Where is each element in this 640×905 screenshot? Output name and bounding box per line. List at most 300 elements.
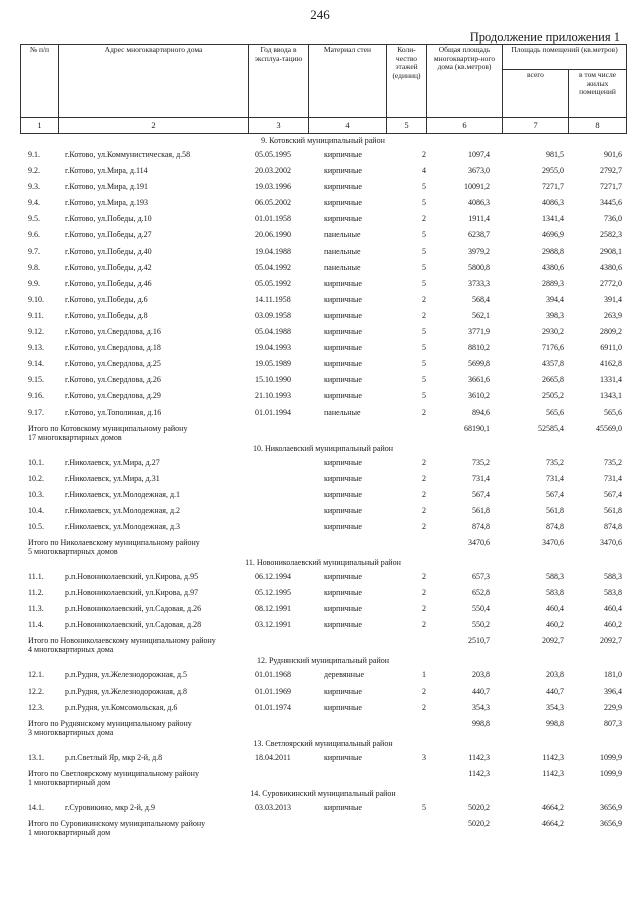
row-number: 9.8. bbox=[28, 262, 40, 272]
header-num: 7 bbox=[503, 118, 569, 134]
row-year: 21.10.1993 bbox=[255, 391, 291, 401]
row-premises-all: 440,7 bbox=[546, 686, 564, 696]
row-premises-all: 203,8 bbox=[546, 670, 564, 680]
row-premises-living: 4380,6 bbox=[600, 262, 622, 272]
row-floors: 3 bbox=[422, 752, 426, 762]
row-year: 05.05.1995 bbox=[255, 150, 291, 159]
row-address: г.Николаевск, ул.Молодежная, д.2 bbox=[65, 505, 181, 515]
row-premises-living: 2772,0 bbox=[600, 278, 622, 288]
row-floors: 2 bbox=[422, 310, 426, 320]
total-premises-all: 1142,3 bbox=[542, 768, 564, 778]
row-total-area: 3661,6 bbox=[468, 375, 490, 385]
header-num: 1 bbox=[21, 118, 59, 134]
total-count-text: 1 многоквартирный дом bbox=[28, 777, 111, 787]
row-number: 14.1. bbox=[28, 802, 44, 812]
row-premises-all: 1142,3 bbox=[542, 752, 564, 762]
row-premises-all: 7176,6 bbox=[542, 343, 564, 353]
row-year: 08.12.1991 bbox=[255, 604, 291, 614]
row-address: г.Котово, ул.Свердлова, д.18 bbox=[65, 343, 161, 353]
table-row bbox=[20, 211, 626, 227]
row-year: 03.12.1991 bbox=[255, 620, 291, 630]
row-floors: 2 bbox=[422, 588, 426, 598]
row-premises-all: 731,4 bbox=[546, 473, 564, 483]
total-label-text: Итого по Новониколаевскому муниципальному району bbox=[28, 636, 216, 646]
table-row bbox=[20, 569, 626, 585]
table-row bbox=[20, 388, 626, 404]
total-count-text: 3 многоквартирных дома bbox=[28, 727, 114, 737]
table-row bbox=[20, 503, 626, 519]
row-floors: 5 bbox=[422, 359, 426, 369]
row-premises-all: 4086,3 bbox=[542, 198, 564, 208]
row-material: панельные bbox=[324, 262, 361, 272]
total-premises-living: 1099,9 bbox=[600, 768, 622, 778]
row-number: 9.6. bbox=[28, 230, 40, 240]
row-total-area: 567,4 bbox=[472, 489, 490, 499]
row-material: кирпичные bbox=[324, 802, 362, 812]
row-premises-living: 3445,6 bbox=[600, 198, 622, 208]
row-address: р.п.Новониколаевский, ул.Садовая, д.26 bbox=[65, 604, 202, 614]
row-total-area: 5020,2 bbox=[468, 802, 490, 812]
row-address: г.Николаевск, ул.Мира, д.31 bbox=[65, 473, 160, 483]
section-title: 9. Котовский муниципальный район bbox=[261, 136, 385, 145]
row-address: г.Котово, ул.Тополиная, д.16 bbox=[65, 407, 162, 417]
table-row bbox=[20, 471, 626, 487]
row-total-area: 894,6 bbox=[472, 407, 490, 417]
row-premises-living: 2809,2 bbox=[600, 327, 622, 337]
total-premises-all: 2092,7 bbox=[542, 636, 564, 646]
row-premises-living: 901,6 bbox=[604, 150, 622, 159]
row-number: 11.4. bbox=[28, 620, 44, 630]
total-row bbox=[20, 633, 626, 655]
row-premises-living: 391,4 bbox=[604, 294, 622, 304]
row-total-area: 735,2 bbox=[472, 457, 490, 467]
total-area: 68190,1 bbox=[464, 423, 490, 433]
row-floors: 5 bbox=[422, 375, 426, 385]
total-label bbox=[28, 769, 199, 787]
row-address: г.Котово, ул.Мира, д.114 bbox=[65, 166, 148, 176]
row-premises-all: 2988,8 bbox=[542, 246, 564, 256]
row-premises-living: 6911,0 bbox=[600, 343, 622, 353]
row-total-area: 3771,9 bbox=[468, 327, 490, 337]
row-address: г.Котово, ул.Победы, д.40 bbox=[65, 246, 152, 256]
row-address: г.Котово, ул.Свердлова, д.16 bbox=[65, 327, 161, 337]
row-address: г.Котово, ул.Свердлова, д.25 bbox=[65, 359, 161, 369]
row-number: 9.5. bbox=[28, 214, 40, 224]
row-total-area: 874,8 bbox=[472, 521, 490, 531]
row-floors: 2 bbox=[422, 686, 426, 696]
table-row bbox=[20, 227, 626, 243]
row-address: г.Николаевск, ул.Молодежная, д.3 bbox=[65, 521, 181, 531]
row-year: 05.12.1995 bbox=[255, 588, 291, 598]
row-floors: 5 bbox=[422, 802, 426, 812]
row-premises-all: 2665,8 bbox=[542, 375, 564, 385]
row-year: 14.11.1958 bbox=[255, 294, 291, 304]
row-address: р.п.Новониколаевский, ул.Кирова, д.97 bbox=[65, 588, 199, 598]
table-row bbox=[20, 340, 626, 356]
row-premises-living: 2582,3 bbox=[600, 230, 622, 240]
row-premises-living: 1331,4 bbox=[600, 375, 622, 385]
total-premises-living: 45569,0 bbox=[596, 423, 622, 433]
row-material: деревянные bbox=[324, 670, 365, 680]
total-count-text: 4 многоквартирных дома bbox=[28, 645, 114, 655]
header-num: 3 bbox=[249, 118, 309, 134]
row-material: кирпичные bbox=[324, 473, 362, 483]
total-label bbox=[28, 636, 216, 654]
row-number: 9.9. bbox=[28, 278, 40, 288]
total-row bbox=[20, 535, 626, 557]
section-title: 12. Руднянский муниципальный район bbox=[256, 656, 390, 666]
total-area: 2510,7 bbox=[468, 636, 490, 646]
row-material: кирпичные bbox=[324, 702, 362, 712]
table-row bbox=[20, 260, 626, 276]
row-floors: 2 bbox=[422, 572, 426, 582]
total-label bbox=[28, 719, 192, 737]
row-premises-living: 181,0 bbox=[604, 670, 622, 680]
row-total-area: 3733,3 bbox=[468, 278, 490, 288]
row-floors: 5 bbox=[422, 262, 426, 272]
row-material: кирпичные bbox=[324, 588, 362, 598]
row-premises-living: 565,6 bbox=[604, 407, 622, 417]
row-floors: 2 bbox=[422, 521, 426, 531]
row-year: 01.01.1958 bbox=[255, 214, 291, 224]
header-num: 4 bbox=[309, 118, 387, 134]
row-number: 10.1. bbox=[28, 457, 44, 467]
total-premises-living: 807,3 bbox=[604, 718, 622, 728]
row-material: кирпичные bbox=[324, 604, 362, 614]
row-floors: 2 bbox=[422, 489, 426, 499]
total-count-text: 17 многоквартирных домов bbox=[28, 432, 122, 442]
row-premises-all: 398,3 bbox=[546, 310, 564, 320]
row-premises-living: 460,4 bbox=[604, 604, 622, 614]
total-premises-living: 3656,9 bbox=[600, 818, 622, 828]
row-floors: 5 bbox=[422, 198, 426, 208]
row-year: 05.05.1992 bbox=[255, 278, 291, 288]
row-material: кирпичные bbox=[324, 150, 362, 159]
row-premises-all: 874,8 bbox=[546, 521, 564, 531]
row-year: 03.09.1958 bbox=[255, 310, 291, 320]
row-number: 9.1. bbox=[28, 150, 40, 159]
row-total-area: 550,2 bbox=[472, 620, 490, 630]
row-total-area: 5699,8 bbox=[468, 359, 490, 369]
row-floors: 2 bbox=[422, 457, 426, 467]
row-address: р.п.Рудня, ул.Железнодорожная, д.8 bbox=[65, 686, 188, 696]
row-material: кирпичные bbox=[324, 294, 362, 304]
row-floors: 5 bbox=[422, 391, 426, 401]
row-premises-living: 736,0 bbox=[604, 214, 622, 224]
row-floors: 5 bbox=[422, 278, 426, 288]
row-premises-living: 583,8 bbox=[604, 588, 622, 598]
row-premises-all: 354,3 bbox=[546, 702, 564, 712]
total-label-text: Итого по Котовскому муниципальному району bbox=[28, 423, 188, 433]
row-material: кирпичные bbox=[324, 375, 362, 385]
row-material: кирпичные bbox=[324, 198, 362, 208]
table-row bbox=[20, 324, 626, 340]
total-label-text: Итого по Суровикинскому муниципальному району bbox=[28, 818, 206, 828]
table-row bbox=[20, 147, 626, 163]
row-premises-all: 561,8 bbox=[546, 505, 564, 515]
row-floors: 2 bbox=[422, 702, 426, 712]
total-premises-living: 3470,6 bbox=[600, 538, 622, 548]
section-title: 10. Николаевский муниципальный район bbox=[252, 443, 394, 453]
row-number: 11.1. bbox=[28, 572, 44, 582]
row-premises-all: 460,2 bbox=[546, 620, 564, 630]
row-premises-all: 1341,4 bbox=[542, 214, 564, 224]
row-premises-living: 2908,1 bbox=[600, 246, 622, 256]
row-number: 9.16. bbox=[28, 391, 44, 401]
table-header bbox=[20, 44, 627, 134]
section-title: 11. Новониколаевский муниципальный район bbox=[245, 558, 401, 568]
row-address: г.Котово, ул.Победы, д.42 bbox=[65, 262, 152, 272]
table-row bbox=[20, 750, 626, 766]
row-premises-all: 2505,2 bbox=[542, 391, 564, 401]
header-num: 2 bbox=[59, 118, 249, 134]
total-premises-all: 998,8 bbox=[546, 718, 564, 728]
row-year: 01.01.1974 bbox=[255, 702, 291, 712]
total-row bbox=[20, 716, 626, 738]
row-material: кирпичные bbox=[324, 752, 362, 762]
row-premises-living: 4162,8 bbox=[600, 359, 622, 369]
row-material: кирпичные bbox=[324, 457, 362, 467]
row-premises-all: 4357,8 bbox=[542, 359, 564, 369]
row-material: кирпичные bbox=[324, 343, 362, 353]
row-premises-living: 567,4 bbox=[604, 489, 622, 499]
row-premises-all: 567,4 bbox=[546, 489, 564, 499]
row-premises-living: 3656,9 bbox=[600, 802, 622, 812]
row-number: 10.2. bbox=[28, 473, 44, 483]
row-total-area: 652,8 bbox=[472, 588, 490, 598]
row-number: 9.14. bbox=[28, 359, 44, 369]
row-material: панельные bbox=[324, 230, 361, 240]
table-row bbox=[20, 601, 626, 617]
row-material: кирпичные bbox=[324, 166, 362, 176]
table-row bbox=[20, 487, 626, 503]
row-floors: 4 bbox=[422, 166, 426, 176]
row-material: панельные bbox=[324, 407, 361, 417]
row-premises-living: 874,8 bbox=[604, 521, 622, 531]
row-year: 05.04.1992 bbox=[255, 262, 291, 272]
table-row bbox=[20, 356, 626, 372]
row-address: г.Котово, ул.Победы, д.10 bbox=[65, 214, 152, 224]
row-floors: 2 bbox=[422, 214, 426, 224]
table-row bbox=[20, 585, 626, 601]
row-material: кирпичные bbox=[324, 521, 362, 531]
row-floors: 2 bbox=[422, 604, 426, 614]
table-row bbox=[20, 700, 626, 716]
table-row bbox=[20, 684, 626, 700]
header-all: всего bbox=[503, 70, 569, 118]
total-area: 998,8 bbox=[472, 718, 490, 728]
row-total-area: 3610,2 bbox=[468, 391, 490, 401]
row-floors: 2 bbox=[422, 294, 426, 304]
table-row bbox=[20, 800, 626, 816]
section-title: 14. Суровикинский муниципальный район bbox=[250, 788, 396, 798]
row-material: панельные bbox=[324, 246, 361, 256]
row-total-area: 4086,3 bbox=[468, 198, 490, 208]
row-year: 19.03.1996 bbox=[255, 182, 291, 192]
row-total-area: 568,4 bbox=[472, 294, 490, 304]
row-total-area: 1142,3 bbox=[468, 752, 490, 762]
total-row bbox=[20, 766, 626, 788]
row-address: г.Котово, ул.Победы, д.27 bbox=[65, 230, 152, 240]
row-premises-living: 1099,9 bbox=[600, 752, 622, 762]
row-address: р.п.Новониколаевский, ул.Кирова, д.95 bbox=[65, 572, 199, 582]
row-address: г.Суровикино, мкр 2-й, д.9 bbox=[65, 802, 155, 812]
total-area: 3470,6 bbox=[468, 538, 490, 548]
row-number: 9.17. bbox=[28, 407, 44, 417]
table-row bbox=[20, 372, 626, 388]
total-row bbox=[20, 421, 626, 443]
row-premises-all: 565,6 bbox=[546, 407, 564, 417]
row-number: 9.13. bbox=[28, 343, 44, 353]
row-total-area: 731,4 bbox=[472, 473, 490, 483]
row-year: 15.10.1990 bbox=[255, 375, 291, 385]
row-address: г.Котово, ул.Мира, д.193 bbox=[65, 198, 148, 208]
row-total-area: 8810,2 bbox=[468, 343, 490, 353]
row-premises-living: 731,4 bbox=[604, 473, 622, 483]
row-premises-all: 4380,6 bbox=[542, 262, 564, 272]
row-premises-all: 981,5 bbox=[546, 150, 564, 159]
row-number: 9.11. bbox=[28, 310, 44, 320]
row-floors: 2 bbox=[422, 505, 426, 515]
header-address: Адрес многоквартирного дома bbox=[59, 45, 249, 118]
row-address: г.Котово, ул.Победы, д.46 bbox=[65, 278, 152, 288]
row-number: 11.3. bbox=[28, 604, 44, 614]
row-number: 11.2. bbox=[28, 588, 44, 598]
row-year: 05.04.1988 bbox=[255, 327, 291, 337]
row-premises-living: 396,4 bbox=[604, 686, 622, 696]
row-floors: 5 bbox=[422, 343, 426, 353]
row-premises-living: 263,9 bbox=[604, 310, 622, 320]
row-number: 10.3. bbox=[28, 489, 44, 499]
row-premises-all: 2955,0 bbox=[542, 166, 564, 176]
row-number: 12.1. bbox=[28, 670, 44, 680]
row-floors: 2 bbox=[422, 150, 426, 159]
header-num: 5 bbox=[387, 118, 427, 134]
row-total-area: 203,8 bbox=[472, 670, 490, 680]
row-total-area: 562,1 bbox=[472, 310, 490, 320]
total-premises-all: 4664,2 bbox=[542, 818, 564, 828]
row-premises-living: 2792,7 bbox=[600, 166, 622, 176]
table-row bbox=[20, 519, 626, 535]
row-total-area: 354,3 bbox=[472, 702, 490, 712]
row-premises-living: 588,3 bbox=[604, 572, 622, 582]
row-year: 01.01.1994 bbox=[255, 407, 291, 417]
row-material: кирпичные bbox=[324, 278, 362, 288]
row-number: 10.4. bbox=[28, 505, 44, 515]
row-total-area: 1097,4 bbox=[468, 150, 490, 159]
table-row bbox=[20, 405, 626, 421]
row-year: 19.05.1989 bbox=[255, 359, 291, 369]
row-address: р.п.Рудня, ул.Комсомольская, д.6 bbox=[65, 702, 178, 712]
row-number: 12.3. bbox=[28, 702, 44, 712]
row-year: 01.01.1968 bbox=[255, 670, 291, 680]
row-address: г.Котово, ул.Мира, д.191 bbox=[65, 182, 148, 192]
total-area: 5020,2 bbox=[468, 818, 490, 828]
row-year: 19.04.1993 bbox=[255, 343, 291, 353]
row-premises-living: 7271,7 bbox=[600, 182, 622, 192]
row-address: г.Котово, ул.Победы, д.6 bbox=[65, 294, 148, 304]
row-premises-all: 7271,7 bbox=[542, 182, 564, 192]
page-number: 246 bbox=[310, 7, 330, 22]
row-year: 20.06.1990 bbox=[255, 230, 291, 240]
row-premises-all: 2889,3 bbox=[542, 278, 564, 288]
row-number: 9.10. bbox=[28, 294, 44, 304]
row-premises-living: 1343,1 bbox=[600, 391, 622, 401]
row-total-area: 550,4 bbox=[472, 604, 490, 614]
table-row bbox=[20, 292, 626, 308]
row-number: 9.3. bbox=[28, 182, 40, 192]
row-number: 10.5. bbox=[28, 521, 44, 531]
total-row bbox=[20, 816, 626, 838]
row-year: 20.03.2002 bbox=[255, 166, 291, 176]
row-floors: 5 bbox=[422, 230, 426, 240]
header-num: 8 bbox=[569, 118, 627, 134]
continuation-label: Продолжение приложения 1 bbox=[469, 30, 620, 44]
row-year: 19.04.1988 bbox=[255, 246, 291, 256]
row-premises-all: 2930,2 bbox=[542, 327, 564, 337]
header-material: Материал стен bbox=[309, 45, 387, 118]
row-material: кирпичные bbox=[324, 391, 362, 401]
row-number: 9.15. bbox=[28, 375, 44, 385]
row-number: 9.7. bbox=[28, 246, 40, 256]
row-address: г.Николаевск, ул.Мира, д.27 bbox=[65, 457, 160, 467]
table-body bbox=[20, 135, 626, 838]
row-premises-all: 583,8 bbox=[546, 588, 564, 598]
row-material: кирпичные bbox=[324, 182, 362, 192]
row-premises-all: 4696,9 bbox=[542, 230, 564, 240]
row-premises-living: 735,2 bbox=[604, 457, 622, 467]
row-total-area: 657,3 bbox=[472, 572, 490, 582]
row-year: 01.01.1969 bbox=[255, 686, 291, 696]
row-total-area: 10091,2 bbox=[464, 182, 490, 192]
header-total-area: Общая площадь многоквартир-ного дома (кв.метров) bbox=[427, 45, 503, 118]
section-title: 13. Светлоярский муниципальный район bbox=[253, 738, 393, 748]
table-row bbox=[20, 163, 626, 179]
row-floors: 2 bbox=[422, 620, 426, 630]
total-label bbox=[28, 538, 200, 556]
row-premises-all: 735,2 bbox=[546, 457, 564, 467]
header-num: 6 bbox=[427, 118, 503, 134]
total-area: 1142,3 bbox=[468, 768, 490, 778]
row-premises-all: 460,4 bbox=[546, 604, 564, 614]
row-year: 06.05.2002 bbox=[255, 198, 291, 208]
row-premises-all: 394,4 bbox=[546, 294, 564, 304]
table-row bbox=[20, 195, 626, 211]
total-count-text: 5 многоквартирных домов bbox=[28, 547, 118, 557]
table-row bbox=[20, 276, 626, 292]
row-total-area: 1911,4 bbox=[468, 214, 490, 224]
row-premises-living: 460,2 bbox=[604, 620, 622, 630]
row-material: кирпичные bbox=[324, 214, 362, 224]
row-number: 12.2. bbox=[28, 686, 44, 696]
header-floors: Коли-чество этажей (единиц) bbox=[387, 45, 427, 118]
row-total-area: 5800,8 bbox=[468, 262, 490, 272]
row-premises-all: 588,3 bbox=[546, 572, 564, 582]
table-row bbox=[20, 244, 626, 260]
row-address: г.Николаевск, ул.Молодежная, д.1 bbox=[65, 489, 181, 499]
row-material: кирпичные bbox=[324, 620, 362, 630]
row-number: 9.12. bbox=[28, 327, 44, 337]
row-address: г.Котово, ул.Победы, д.8 bbox=[65, 310, 148, 320]
row-material: кирпичные bbox=[324, 572, 362, 582]
row-total-area: 3979,2 bbox=[468, 246, 490, 256]
row-total-area: 561,8 bbox=[472, 505, 490, 515]
row-year: 03.03.2013 bbox=[255, 802, 291, 812]
row-address: р.п.Новониколаевский, ул.Садовая, д.28 bbox=[65, 620, 202, 630]
row-floors: 5 bbox=[422, 327, 426, 337]
row-year: 06.12.1994 bbox=[255, 572, 291, 582]
row-material: кирпичные bbox=[324, 310, 362, 320]
